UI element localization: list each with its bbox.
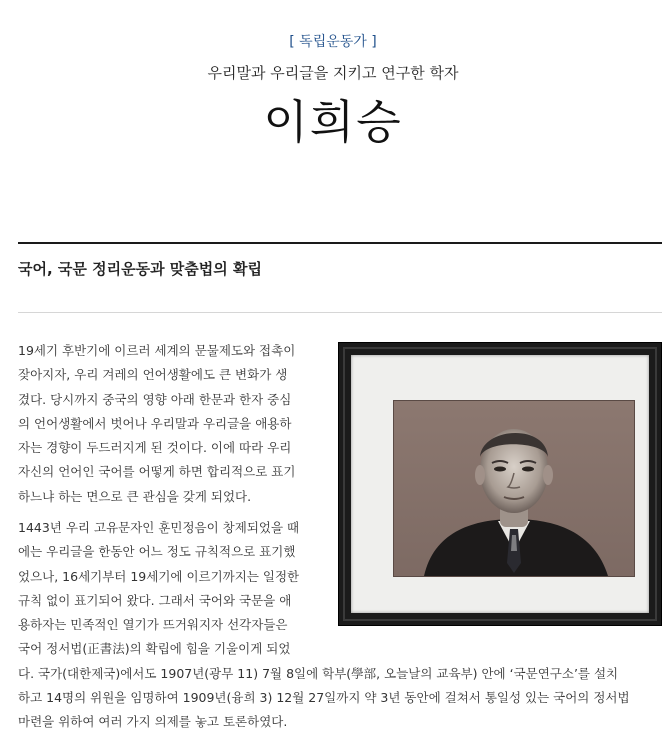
paragraph-line: 하느냐 하는 면으로 큰 관심을 갖게 되었다. [18,488,252,504]
paragraph-line: 용하자는 민족적인 열기가 뜨거워지자 선각자들은 [18,617,288,633]
paragraph-line: 었으나, 16세기부터 19세기에 이르기까지는 일정한 [18,568,300,584]
section-heading: 국어, 국문 정리운동과 맞춤법의 확립 [18,260,262,278]
paragraph-line: 의 언어생활에서 벗어나 우리말과 우리글을 애용하 [18,415,292,431]
category-label: [ 독립운동가 ] [289,34,377,50]
paragraph-2 [18,516,328,662]
portrait-mat [351,355,649,613]
paragraph-line: 1443년 우리 고유문자인 훈민정음이 창제되었을 때 [18,520,300,535]
paragraph-line: 자는 경향이 두드러지게 된 것이다. 이에 따라 우리 [18,440,292,456]
paragraph-line: 자신의 언어인 국어를 어떻게 하면 합리적으로 표기 [18,464,296,480]
paragraph-line: 국어 정서법(正書法)의 확립에 힘을 기울이게 되었 [18,641,291,657]
paragraph-line: 겼다. 당시까지 중국의 영향 아래 한문과 한자 중심 [18,391,292,407]
paragraph-1 [18,339,328,509]
paragraph-line: 에는 우리글을 한동안 어느 정도 규칙적으로 표기했 [18,544,296,560]
page-subtitle: 우리말과 우리글을 지키고 연구한 학자 [207,64,459,82]
portrait-figure-icon [394,401,634,576]
page-title: 이희승 [263,95,403,149]
paragraph-line: 19세기 후반기에 이르러 세계의 문물제도와 접촉이 [18,343,296,358]
paragraph-line: 다. 국가(대한제국)에서도 1907년(광무 11) 7월 8일에 학부(學部, 오늘날의 교육부) 안에 ‘국문연구소’를 설치 [18,666,619,681]
paragraph-line: 하고 14명의 위원을 임명하여 1909년(융희 3) 12월 27일까지 약 3년 동안에 걸쳐서 통일성 있는 국어의 정서법 [18,690,630,705]
paragraph-line: 마련을 위하여 여러 가지 의제를 놓고 토론하였다. [18,714,288,729]
paragraph-line: 규칙 없이 표기되어 왔다. 그래서 국어와 국문을 애 [18,592,292,608]
portrait-frame [338,342,662,626]
portrait-photo [393,400,635,577]
section-divider [18,312,662,313]
heading-divider [18,242,662,244]
paragraph-line: 잦아지자, 우리 겨레의 언어생활에도 큰 변화가 생 [18,367,288,383]
